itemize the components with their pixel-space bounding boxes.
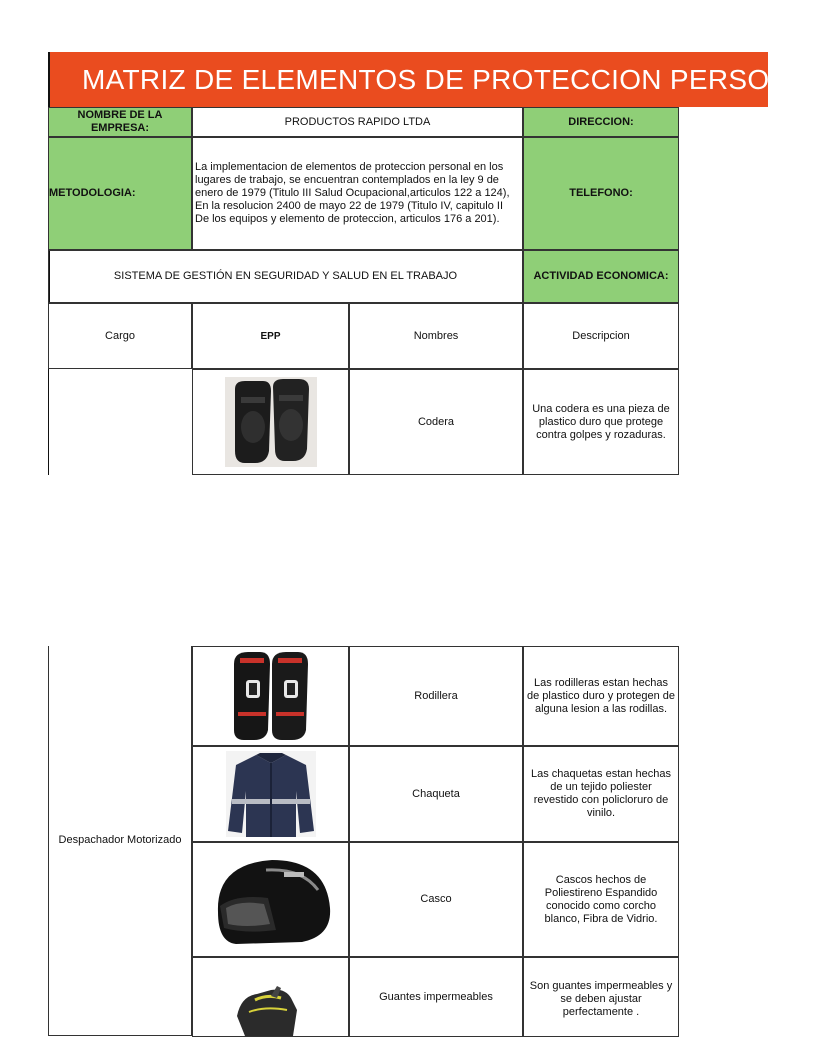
sistema-text: SISTEMA DE GESTIÓN EN SEGURIDAD Y SALUD EN EL TRABAJO [48,250,523,303]
telefono-label: TELEFONO: [523,137,679,250]
col-header-cargo: Cargo [48,303,192,369]
col-header-descripcion: Descripcion [523,303,679,369]
descripcion-chaqueta: Las chaquetas estan hechas de un tejido poliester revestido con policloruro de vinilo. [523,746,679,842]
empresa-value: PRODUCTOS RAPIDO LTDA [192,107,523,137]
actividad-label: ACTIVIDAD ECONOMICA: [523,250,679,303]
nombre-casco: Casco [349,842,523,957]
descripcion-casco: Cascos hechos de Poliestireno Espandido conocido como corcho blanco, Fibra de Vidrio. [523,842,679,957]
epp-image-cell [192,369,349,475]
gloves-icon [231,976,311,1036]
page-title: MATRIZ DE ELEMENTOS DE PROTECCION PERSONAL [82,64,825,95]
nombre-codera: Codera [349,369,523,475]
nombre-guantes: Guantes impermeables [349,957,523,1037]
nombre-chaqueta: Chaqueta [349,746,523,842]
knee-pad-icon [226,650,316,742]
jacket-icon [226,751,316,837]
nombre-rodillera: Rodillera [349,646,523,746]
epp-image-cell [192,746,349,842]
metodologia-label: METODOLOGIA: [48,137,192,250]
empresa-label: NOMBRE DE LA EMPRESA: [48,107,192,137]
descripcion-rodillera: Las rodilleras estan hechas de plastico duro y protegen de alguna lesion a las rodillas. [523,646,679,746]
epp-image-cell [192,842,349,957]
direccion-label: DIRECCION: [523,107,679,137]
cargo-despachador: Despachador Motorizado [48,646,192,1036]
epp-image-cell [192,957,349,1037]
metodologia-text: La implementacion de elementos de proteccion personal en los lugares de trabajo, se encuentran contemplados en la ley 9 de enero de 1979 (Titulo III Salud Ocupacional,articulos 122 a 124), En la resolucion 2400 de mayo 22 de 1979 (Titulo IV, capitulo II De los equipos y elemento de proteccion, articulos 176 a 201). [192,137,523,250]
helmet-icon [206,850,336,950]
descripcion-guantes: Son guantes impermeables y se deben ajustar perfectamente . [523,957,679,1037]
col-header-epp: EPP [192,303,349,369]
cargo-left-border [48,369,49,475]
epp-image-cell [192,646,349,746]
elbow-pad-icon [225,377,317,467]
col-header-nombres: Nombres [349,303,523,369]
descripcion-codera: Una codera es una pieza de plastico duro que protege contra golpes y rozaduras. [523,369,679,475]
